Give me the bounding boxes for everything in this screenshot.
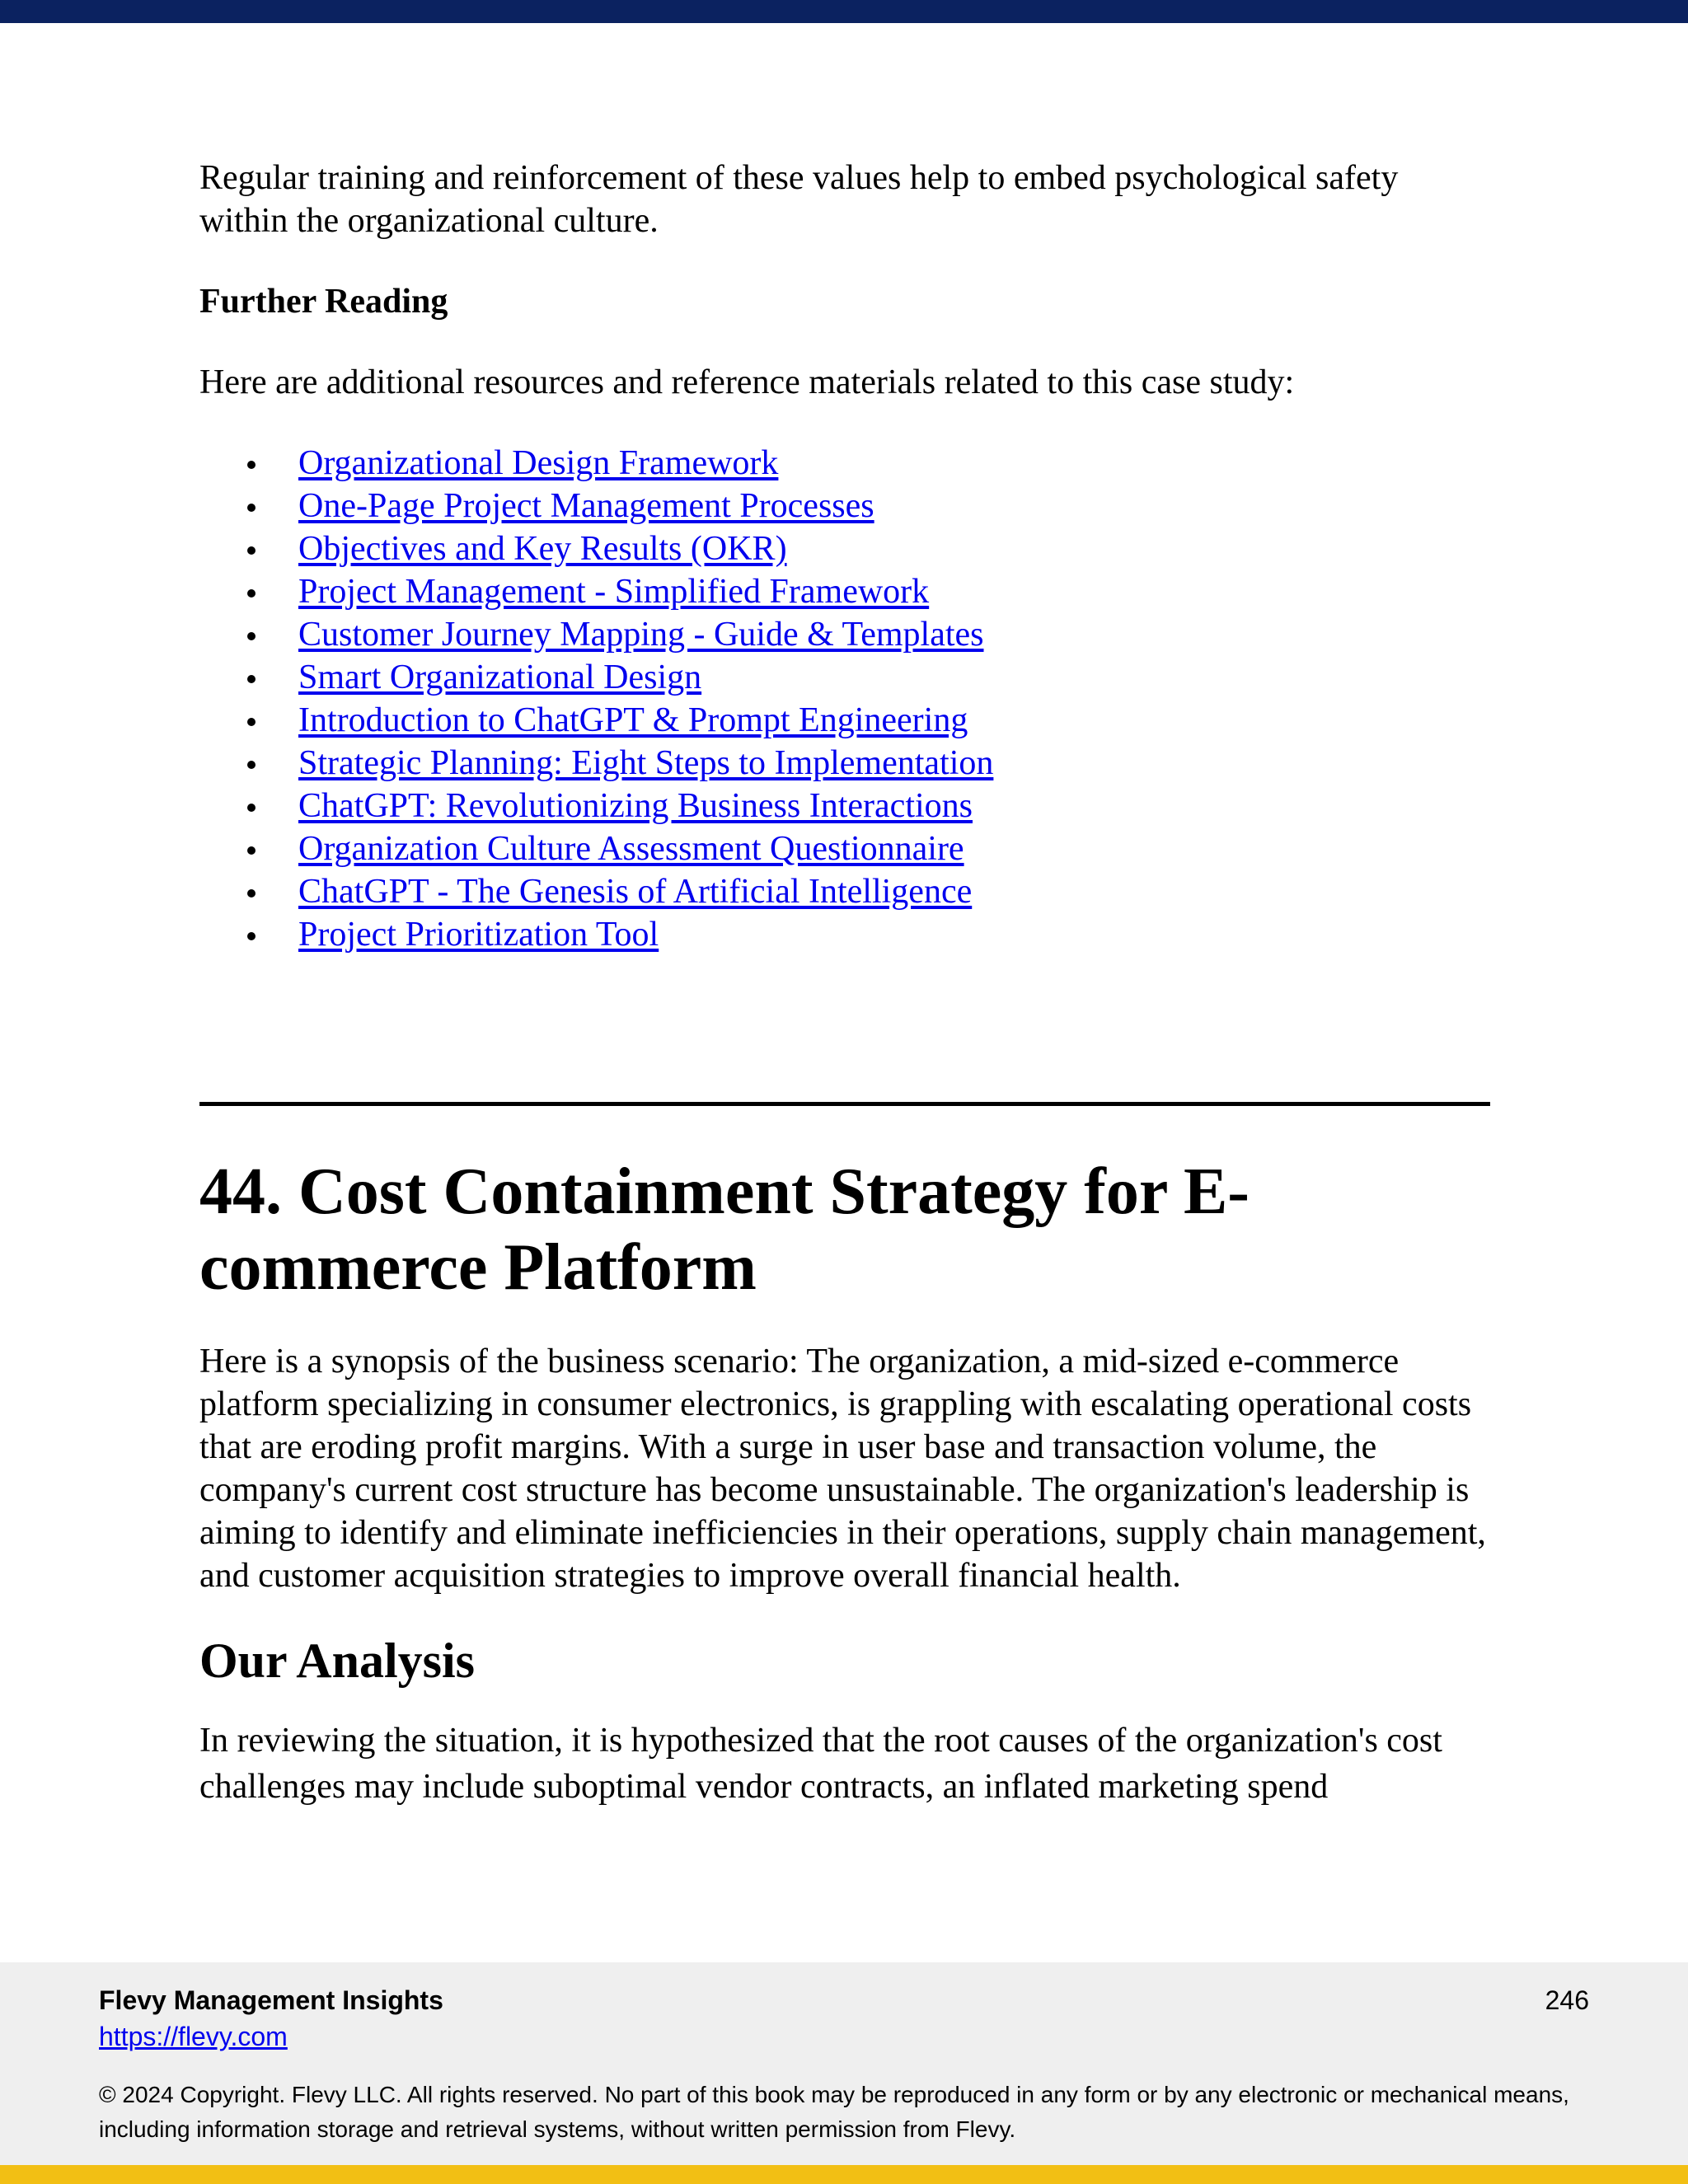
reading-link[interactable]: One-Page Project Management Processes <box>298 487 874 525</box>
reading-link[interactable]: Customer Journey Mapping - Guide & Templates <box>298 616 984 654</box>
footer-content <box>99 1982 1589 2147</box>
reading-link[interactable]: Organization Culture Assessment Questionnaire <box>298 830 964 868</box>
page-footer <box>0 1962 1688 2165</box>
case-study-title-line-1: 44. Cost Containment Strategy for E- <box>199 1155 1250 1228</box>
page-number: 246 <box>1545 1985 1589 2015</box>
bullet-icon <box>247 761 256 769</box>
bullet-icon <box>247 804 256 812</box>
bullet-icon <box>247 632 256 640</box>
bullet-icon <box>247 718 256 726</box>
reading-link[interactable]: Introduction to ChatGPT & Prompt Engineering <box>298 701 968 739</box>
list-item <box>199 613 1492 656</box>
footer-copyright: © 2024 Copyright. Flevy LLC. All rights reserved. No part of this book may be reproduced in any form or by any electronic or mechanical means, including information storage and retrieval systems, without written permission from Flevy. <box>99 2082 1569 2142</box>
list-item <box>199 656 1492 699</box>
list-item <box>199 699 1492 742</box>
reading-link[interactable]: Smart Organizational Design <box>298 658 702 696</box>
bullet-icon <box>247 675 256 683</box>
bullet-icon <box>247 589 256 598</box>
list-item <box>199 485 1492 527</box>
footer-url-link[interactable]: https://flevy.com <box>99 2022 288 2051</box>
further-reading-intro: Here are additional resources and reference materials related to this case study: <box>199 363 1295 401</box>
case-study-section <box>199 1154 1492 1810</box>
bottom-accent-bar <box>0 2165 1688 2184</box>
case-study-title <box>199 1154 1492 1305</box>
reading-link[interactable]: ChatGPT: Revolutionizing Business Interactions <box>298 787 973 825</box>
list-item <box>199 742 1492 785</box>
bullet-icon <box>247 504 256 512</box>
reading-link[interactable]: Organizational Design Framework <box>298 444 779 482</box>
list-item <box>199 913 1492 956</box>
page-content <box>199 157 1492 956</box>
reading-link[interactable]: Project Prioritization Tool <box>298 916 659 954</box>
case-study-title-line-2: commerce Platform <box>199 1231 757 1304</box>
bullet-icon <box>247 461 256 469</box>
top-accent-bar <box>0 0 1688 23</box>
bullet-icon <box>247 932 256 940</box>
list-item <box>199 785 1492 827</box>
section-divider <box>199 1102 1490 1106</box>
analysis-paragraph: In reviewing the situation, it is hypothesized that the root causes of the organization's cost challenges may include suboptimal vendor contracts, an inflated marketing spend <box>199 1722 1442 1806</box>
footer-brand: Flevy Management Insights <box>99 1985 443 2015</box>
reading-link[interactable]: Objectives and Key Results (OKR) <box>298 530 787 568</box>
analysis-heading: Our Analysis <box>199 1633 476 1688</box>
bullet-icon <box>247 846 256 855</box>
list-item <box>199 870 1492 913</box>
further-reading-heading: Further Reading <box>199 283 448 321</box>
bullet-icon <box>247 546 256 555</box>
reading-link[interactable]: Strategic Planning: Eight Steps to Implementation <box>298 744 994 782</box>
bullet-icon <box>247 889 256 898</box>
list-item <box>199 527 1492 570</box>
reading-link[interactable]: ChatGPT - The Genesis of Artificial Intelligence <box>298 873 973 911</box>
reading-link[interactable]: Project Management - Simplified Framework <box>298 573 930 611</box>
list-item <box>199 570 1492 613</box>
list-item <box>199 442 1492 485</box>
closing-paragraph: Regular training and reinforcement of these values help to embed psychological safety within the organizational culture. <box>199 159 1399 240</box>
synopsis-paragraph: Here is a synopsis of the business scenario: The organization, a mid-sized e-commerce platform specializing in consumer electronics, is grappling with escalating operational costs that are eroding profit margins. With a surge in user base and transaction volume, the company's current cost structure has become unsustainable. The organization's leadership is aiming to identify and eliminate inefficiencies in their operations, supply chain management, and customer acquisition strategies to improve overall financial health. <box>199 1343 1486 1595</box>
list-item <box>199 827 1492 870</box>
further-reading-list <box>199 442 1492 956</box>
